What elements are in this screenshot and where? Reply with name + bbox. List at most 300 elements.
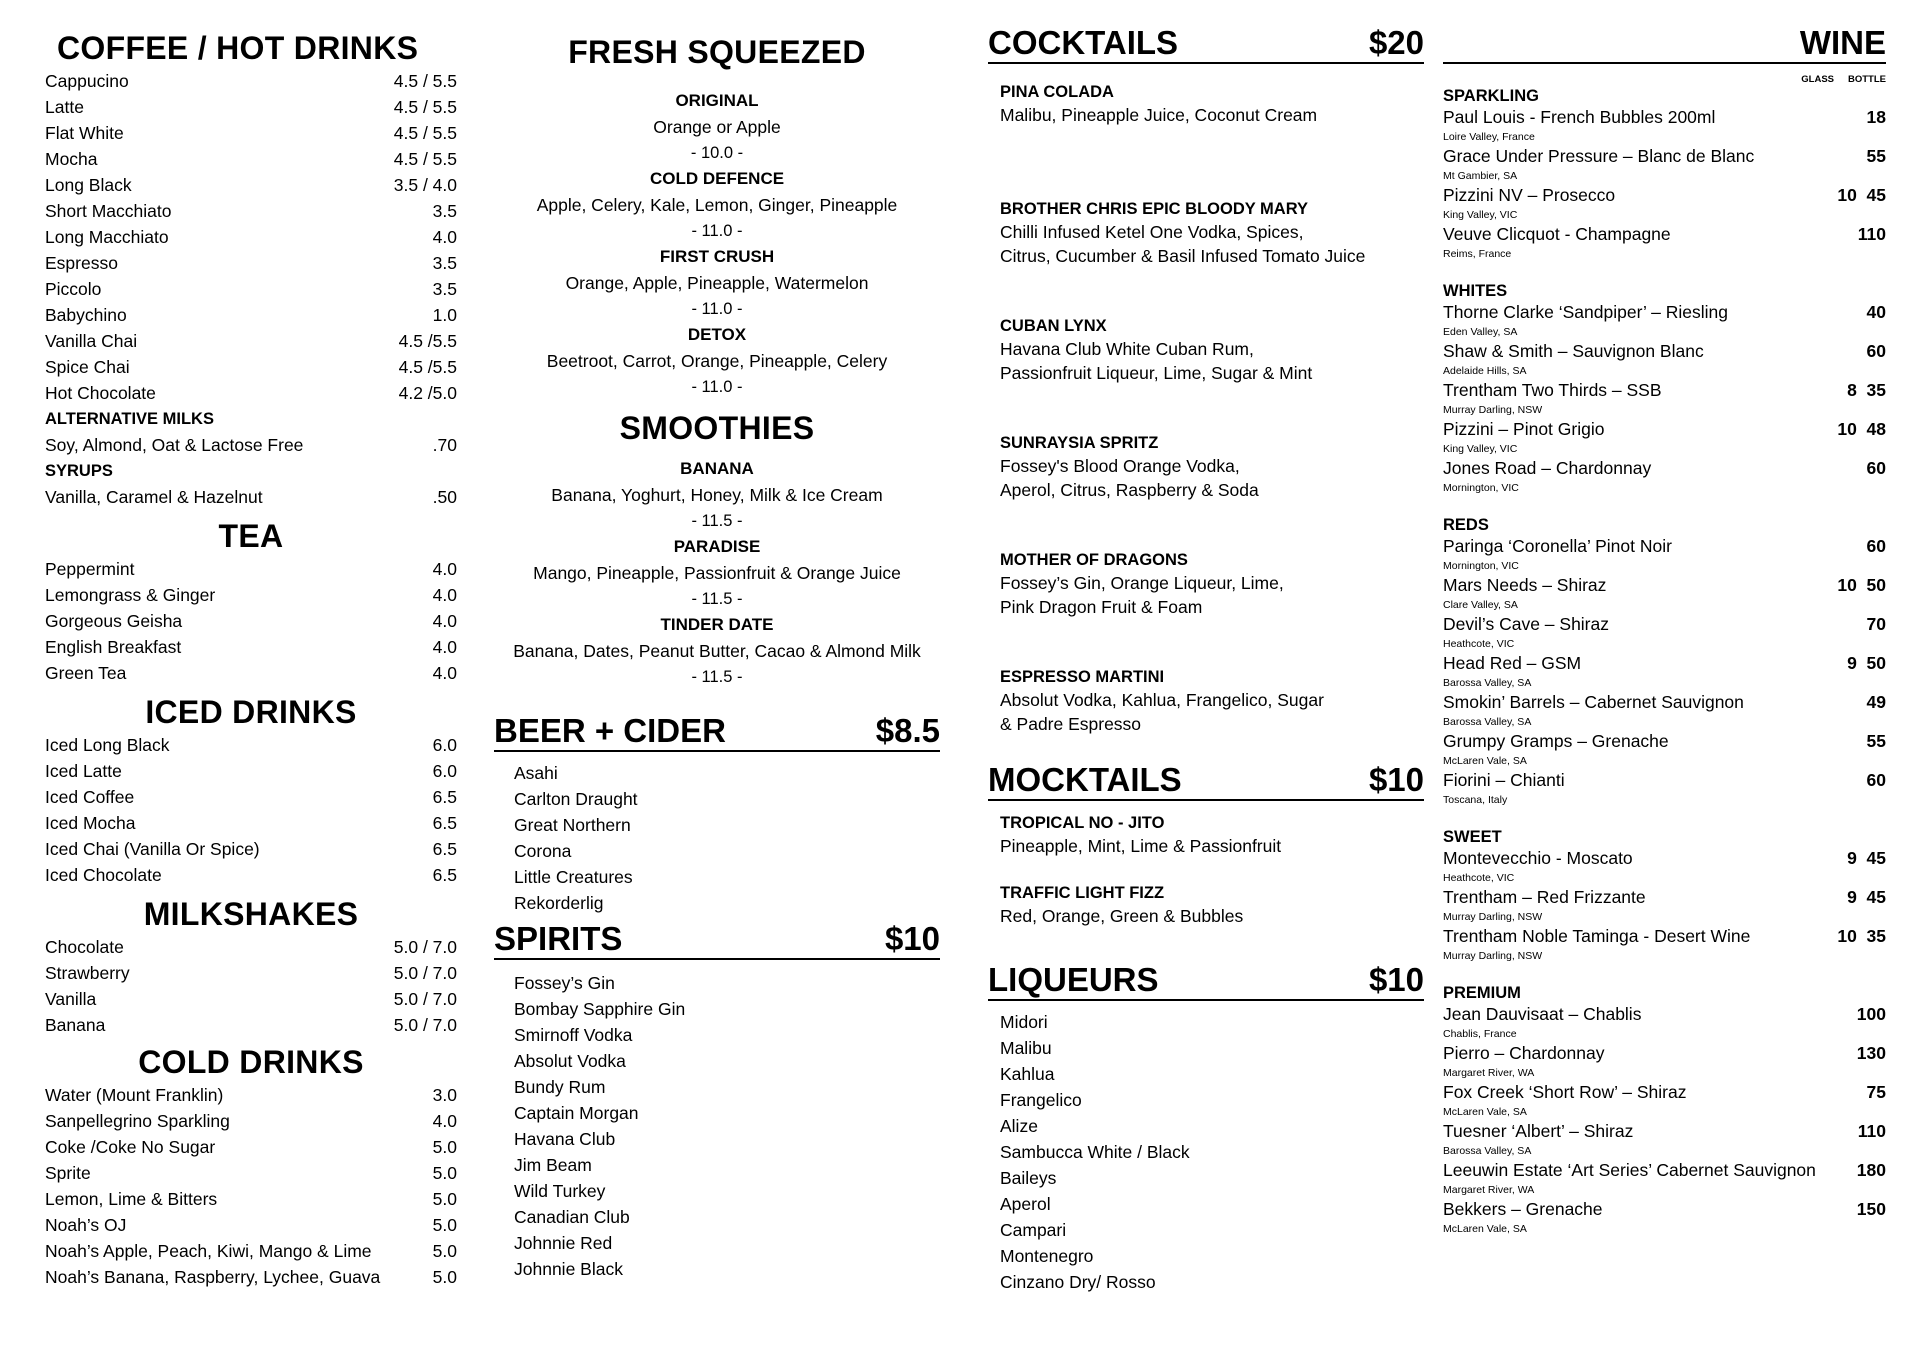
menu-row bbox=[45, 354, 457, 380]
mocktails-price: $10 bbox=[1368, 761, 1424, 798]
wine-item bbox=[1443, 848, 1886, 869]
wine-name: Fiorini – Chianti bbox=[1443, 770, 1565, 790]
wine-region: Barossa Valley, SA bbox=[1443, 716, 1532, 728]
item-name: Iced Latte bbox=[45, 761, 122, 781]
cocktail-name: PINA COLADA bbox=[1000, 83, 1114, 101]
juice-desc: Apple, Celery, Kale, Lemon, Ginger, Pineapple bbox=[536, 195, 898, 215]
spirit-item: Wild Turkey bbox=[514, 1181, 606, 1201]
wine-region: McLaren Vale, SA bbox=[1443, 1106, 1527, 1118]
wine-region: Heathcote, VIC bbox=[1443, 638, 1515, 650]
mocktail-item bbox=[1000, 811, 1424, 881]
item-price: 4.5 / 5.5 bbox=[393, 71, 457, 91]
menu-row bbox=[45, 862, 457, 888]
cocktail-item bbox=[1000, 548, 1424, 665]
spirit-item: Smirnoff Vodka bbox=[514, 1025, 633, 1045]
item-price: 4.0 bbox=[432, 227, 457, 247]
cocktail-desc: Passionfruit Liqueur, Lime, Sugar & Mint bbox=[1000, 362, 1313, 383]
smoothie-price: - 11.5 - bbox=[691, 590, 743, 608]
item-price: 4.0 bbox=[432, 637, 457, 657]
item-price: 5.0 bbox=[432, 1267, 457, 1287]
wine-price: 55 bbox=[1866, 731, 1886, 751]
spirit-item: Captain Morgan bbox=[514, 1103, 639, 1123]
wine-price: 70 bbox=[1866, 614, 1886, 634]
wine-price: 110 bbox=[1857, 224, 1886, 244]
item-price: 5.0 / 7.0 bbox=[393, 937, 457, 957]
juice-name: DETOX bbox=[687, 325, 747, 344]
cocktail-name: MOTHER OF DRAGONS bbox=[1000, 551, 1188, 569]
wine-item bbox=[1443, 614, 1886, 635]
item-price: 4.5 / 5.5 bbox=[393, 97, 457, 117]
spirit-item: Absolut Vodka bbox=[514, 1051, 626, 1071]
item-name: Babychino bbox=[45, 305, 127, 325]
item-name: Lemon, Lime & Bitters bbox=[45, 1189, 218, 1209]
wine-title: WINE bbox=[1799, 24, 1886, 61]
wine-item bbox=[1443, 770, 1886, 791]
spirit-item: Johnnie Red bbox=[514, 1233, 613, 1253]
menu-row bbox=[45, 1160, 457, 1186]
wine-region: Barossa Valley, SA bbox=[1443, 677, 1532, 689]
wine-region: King Valley, VIC bbox=[1443, 443, 1518, 455]
liqueur-item: Alize bbox=[1000, 1116, 1038, 1136]
wine-section bbox=[1443, 86, 1886, 263]
wine-name: Mars Needs – Shiraz bbox=[1443, 575, 1607, 595]
wine-price: 10 45 bbox=[1837, 185, 1886, 205]
item-price: 6.0 bbox=[432, 761, 457, 781]
menu-row bbox=[45, 960, 457, 986]
item-name: Espresso bbox=[45, 253, 118, 273]
wine-item bbox=[1443, 458, 1886, 479]
spirits-list bbox=[494, 970, 940, 1282]
menu-row bbox=[45, 94, 457, 120]
wine-name: Leeuwin Estate ‘Art Series’ Cabernet Sauvignon bbox=[1443, 1160, 1816, 1180]
item-price: .50 bbox=[432, 487, 457, 507]
menu-row bbox=[45, 1082, 457, 1108]
cocktail-desc: Aperol, Citrus, Raspberry & Soda bbox=[1000, 479, 1259, 500]
wine-price: 130 bbox=[1856, 1043, 1886, 1063]
wine-price: 150 bbox=[1856, 1199, 1886, 1219]
liqueurs-list bbox=[988, 1009, 1424, 1295]
wine-region: Clare Valley, SA bbox=[1443, 599, 1518, 611]
wine-region: Adelaide Hills, SA bbox=[1443, 365, 1527, 377]
smoothie-price: - 11.5 - bbox=[691, 668, 743, 686]
menu-row bbox=[45, 172, 457, 198]
wine-region: King Valley, VIC bbox=[1443, 209, 1518, 221]
mocktails-title: MOCKTAILS bbox=[988, 761, 1182, 798]
mocktails-list bbox=[988, 811, 1424, 931]
wine-price: 9 45 bbox=[1847, 848, 1886, 868]
wine-name: Smokin’ Barrels – Cabernet Sauvignon bbox=[1443, 692, 1744, 712]
menu-row bbox=[45, 836, 457, 862]
wine-item bbox=[1443, 302, 1886, 323]
item-name: Chocolate bbox=[45, 937, 124, 957]
juice-price: - 11.0 - bbox=[691, 222, 743, 240]
mocktail-desc: Red, Orange, Green & Bubbles bbox=[1000, 906, 1244, 926]
item-name: Piccolo bbox=[45, 279, 102, 299]
tea-list bbox=[45, 556, 457, 686]
coffee-title: COFFEE / HOT DRINKS bbox=[57, 30, 419, 66]
wine-region: Mornington, VIC bbox=[1443, 482, 1519, 494]
wine-section bbox=[1443, 281, 1886, 497]
item-price: 5.0 bbox=[432, 1189, 457, 1209]
menu-row bbox=[45, 732, 457, 758]
wine-section bbox=[1443, 983, 1886, 1238]
menu-row bbox=[45, 608, 457, 634]
liqueurs-title: LIQUEURS bbox=[988, 961, 1159, 998]
item-price: 6.5 bbox=[432, 813, 457, 833]
item-price: 4.0 bbox=[432, 559, 457, 579]
wine-region: Loire Valley, France bbox=[1443, 131, 1535, 143]
smoothie-desc: Mango, Pineapple, Passionfruit & Orange Juice bbox=[533, 563, 901, 583]
wine-item bbox=[1443, 1004, 1886, 1025]
wine-name: Thorne Clarke ‘Sandpiper’ – Riesling bbox=[1443, 302, 1729, 322]
wine-section-title: PREMIUM bbox=[1443, 984, 1521, 1002]
item-name: Water (Mount Franklin) bbox=[45, 1085, 224, 1105]
item-name: English Breakfast bbox=[45, 637, 182, 657]
beer-item: Corona bbox=[514, 841, 572, 861]
smoothie-name: PARADISE bbox=[673, 537, 761, 556]
cocktail-desc: Fossey’s Gin, Orange Liqueur, Lime, bbox=[1000, 573, 1284, 593]
liqueurs-header bbox=[988, 961, 1424, 1001]
wine-region: Mt Gambier, SA bbox=[1443, 170, 1518, 182]
item-name: Iced Chai (Vanilla Or Spice) bbox=[45, 839, 260, 859]
wine-region: McLaren Vale, SA bbox=[1443, 1223, 1527, 1235]
menu-row bbox=[45, 380, 457, 406]
spirit-item: Havana Club bbox=[514, 1129, 616, 1149]
menu-row bbox=[45, 660, 457, 686]
wine-region: Murray Darling, NSW bbox=[1443, 950, 1543, 962]
menu-row bbox=[45, 934, 457, 960]
wine-price: 9 50 bbox=[1847, 653, 1886, 673]
item-name: Sanpellegrino Sparkling bbox=[45, 1111, 230, 1131]
menu-row bbox=[45, 120, 457, 146]
cocktails-price: $20 bbox=[1368, 24, 1424, 61]
wine-name: Trentham – Red Frizzante bbox=[1443, 887, 1646, 907]
item-price: 5.0 / 7.0 bbox=[393, 1015, 457, 1035]
cocktail-desc: Malibu, Pineapple Juice, Coconut Cream bbox=[1000, 105, 1318, 125]
item-price: 5.0 bbox=[432, 1241, 457, 1261]
item-price: 6.0 bbox=[432, 735, 457, 755]
item-name: Coke /Coke No Sugar bbox=[45, 1137, 216, 1157]
wine-price: 60 bbox=[1866, 770, 1886, 790]
wine-item bbox=[1443, 536, 1886, 557]
liqueur-item: Aperol bbox=[1000, 1194, 1051, 1214]
wine-region: Mornington, VIC bbox=[1443, 560, 1519, 572]
wine-item bbox=[1443, 653, 1886, 674]
item-name: Iced Coffee bbox=[45, 787, 135, 807]
juice-name: ORIGINAL bbox=[675, 91, 759, 110]
cocktail-name: SUNRAYSIA SPRITZ bbox=[1000, 434, 1159, 452]
beer-item: Rekorderlig bbox=[514, 893, 604, 913]
menu-row bbox=[45, 1264, 457, 1290]
cocktail-name: ESPRESSO MARTINI bbox=[1000, 668, 1165, 686]
spirits-price: $10 bbox=[884, 920, 940, 957]
wine-name: Paringa ‘Coronella’ Pinot Noir bbox=[1443, 536, 1672, 556]
item-price: 5.0 / 7.0 bbox=[393, 963, 457, 983]
wine-price: 110 bbox=[1857, 1121, 1886, 1141]
wine-region: Eden Valley, SA bbox=[1443, 326, 1518, 338]
wine-region: Toscana, Italy bbox=[1443, 794, 1508, 806]
wine-price: 40 bbox=[1866, 302, 1886, 322]
wine-item bbox=[1443, 380, 1886, 401]
wine-price: 18 bbox=[1866, 107, 1886, 127]
tea-title: TEA bbox=[218, 518, 284, 554]
item-price: 5.0 bbox=[432, 1163, 457, 1183]
item-name: Noah’s OJ bbox=[45, 1215, 127, 1235]
wine-item bbox=[1443, 146, 1886, 167]
menu-row bbox=[45, 1212, 457, 1238]
wine-region: Murray Darling, NSW bbox=[1443, 911, 1543, 923]
alt-milks-label: ALTERNATIVE MILKS bbox=[45, 410, 214, 428]
cocktail-item bbox=[1000, 665, 1424, 745]
wine-item bbox=[1443, 1043, 1886, 1064]
item-name: Long Macchiato bbox=[45, 227, 169, 247]
spirits-header bbox=[494, 920, 940, 960]
item-price: 4.5 / 5.5 bbox=[393, 149, 457, 169]
wine-name: Trentham Noble Taminga - Desert Wine bbox=[1443, 926, 1751, 946]
cocktail-item bbox=[1000, 80, 1424, 197]
menu-row bbox=[45, 250, 457, 276]
item-price: .70 bbox=[432, 435, 457, 455]
liqueurs-price: $10 bbox=[1368, 961, 1424, 998]
wine-item bbox=[1443, 926, 1886, 947]
menu-row bbox=[45, 556, 457, 582]
wine-price: 60 bbox=[1866, 341, 1886, 361]
milkshakes-title: MILKSHAKES bbox=[143, 896, 359, 932]
wine-region: Heathcote, VIC bbox=[1443, 872, 1515, 884]
syrups-label: SYRUPS bbox=[45, 462, 113, 480]
smoothies-title: SMOOTHIES bbox=[619, 410, 815, 446]
wine-region: Murray Darling, NSW bbox=[1443, 404, 1543, 416]
cocktails-list bbox=[988, 80, 1424, 745]
cocktail-desc: Havana Club White Cuban Rum, bbox=[1000, 339, 1254, 359]
menu-row bbox=[45, 276, 457, 302]
liqueur-item: Sambucca White / Black bbox=[1000, 1142, 1190, 1162]
item-price: 4.0 bbox=[432, 1111, 457, 1131]
smoothie-name: TINDER DATE bbox=[660, 615, 774, 634]
wine-name: Grumpy Gramps – Grenache bbox=[1443, 731, 1669, 751]
wine-name: Jones Road – Chardonnay bbox=[1443, 458, 1652, 478]
cocktail-name: CUBAN LYNX bbox=[1000, 317, 1107, 335]
spirit-item: Bundy Rum bbox=[514, 1077, 606, 1097]
smoothie-name: BANANA bbox=[680, 459, 754, 478]
wine-region: Margaret River, WA bbox=[1443, 1184, 1535, 1196]
cocktail-desc: Chilli Infused Ketel One Vodka, Spices, bbox=[1000, 222, 1304, 242]
iced-list bbox=[45, 732, 457, 888]
wine-name: Pierro – Chardonnay bbox=[1443, 1043, 1605, 1063]
wine-section-title: REDS bbox=[1443, 516, 1489, 534]
mocktail-item bbox=[1000, 881, 1424, 931]
menu-row bbox=[45, 1186, 457, 1212]
juice-desc: Orange, Apple, Pineapple, Watermelon bbox=[565, 273, 869, 293]
item-price: 4.0 bbox=[432, 585, 457, 605]
wine-item bbox=[1443, 575, 1886, 596]
menu-row bbox=[45, 68, 457, 94]
wine-item bbox=[1443, 1082, 1886, 1103]
wine-item bbox=[1443, 887, 1886, 908]
menu-row bbox=[45, 1012, 457, 1038]
item-price: 4.2 /5.0 bbox=[398, 383, 457, 403]
wine-price: 10 48 bbox=[1837, 419, 1886, 439]
cocktail-desc: Absolut Vodka, Kahlua, Frangelico, Sugar bbox=[1000, 690, 1324, 710]
item-name: Flat White bbox=[45, 123, 124, 143]
wine-price: 60 bbox=[1866, 458, 1886, 478]
menu-row bbox=[45, 302, 457, 328]
wine-item bbox=[1443, 731, 1886, 752]
wine-name: Bekkers – Grenache bbox=[1443, 1199, 1603, 1219]
wine-name: Veuve Clicquot - Champagne bbox=[1443, 224, 1671, 244]
wine-item bbox=[1443, 692, 1886, 713]
menu-row bbox=[45, 1238, 457, 1264]
smoothie-price: - 11.5 - bbox=[691, 512, 743, 530]
spirit-item: Bombay Sapphire Gin bbox=[514, 999, 686, 1019]
item-price: 6.5 bbox=[432, 839, 457, 859]
item-name: Hot Chocolate bbox=[45, 383, 156, 403]
item-price: 1.0 bbox=[432, 305, 457, 325]
item-name: Lemongrass & Ginger bbox=[45, 585, 216, 605]
cocktail-desc: & Padre Espresso bbox=[1000, 713, 1142, 734]
item-price: 4.5 /5.5 bbox=[398, 357, 457, 377]
cocktail-name: BROTHER CHRIS EPIC BLOODY MARY bbox=[1000, 200, 1309, 218]
item-name: Peppermint bbox=[45, 559, 135, 579]
wine-price: 8 35 bbox=[1847, 380, 1886, 400]
item-name: Noah’s Apple, Peach, Kiwi, Mango & Lime bbox=[45, 1241, 372, 1261]
spirits-title: SPIRITS bbox=[494, 920, 623, 957]
item-price: 3.5 / 4.0 bbox=[393, 175, 457, 195]
cocktail-desc: Citrus, Cucumber & Basil Infused Tomato Juice bbox=[1000, 245, 1366, 266]
cocktails-header bbox=[988, 24, 1424, 64]
juice-price: - 11.0 - bbox=[691, 378, 743, 396]
item-name: Iced Chocolate bbox=[45, 865, 162, 885]
cold-list bbox=[45, 1082, 457, 1290]
wine-section-title: WHITES bbox=[1443, 282, 1508, 300]
menu-row bbox=[45, 1108, 457, 1134]
wine-item bbox=[1443, 107, 1886, 128]
menu-row bbox=[45, 328, 457, 354]
liqueur-item: Campari bbox=[1000, 1220, 1067, 1240]
item-name: Latte bbox=[45, 97, 84, 117]
wine-name: Montevecchio - Moscato bbox=[1443, 848, 1633, 868]
wine-price: 10 50 bbox=[1837, 575, 1886, 595]
wine-region: Chablis, France bbox=[1443, 1028, 1517, 1040]
spirit-item: Johnnie Black bbox=[514, 1259, 623, 1279]
juice-name: COLD DEFENCE bbox=[649, 169, 785, 188]
item-name: Spice Chai bbox=[45, 357, 130, 377]
mocktail-name: TROPICAL NO - JITO bbox=[1000, 814, 1165, 832]
wine-name: Jean Dauvisaat – Chablis bbox=[1443, 1004, 1642, 1024]
item-name: Iced Mocha bbox=[45, 813, 136, 833]
item-name: Soy, Almond, Oat & Lactose Free bbox=[45, 435, 304, 455]
wine-price: 100 bbox=[1856, 1004, 1886, 1024]
liqueur-item: Baileys bbox=[1000, 1168, 1057, 1188]
item-name: Strawberry bbox=[45, 963, 130, 983]
cocktail-desc: Fossey's Blood Orange Vodka, bbox=[1000, 456, 1240, 476]
menu-row bbox=[45, 986, 457, 1012]
column-fresh-beer-spirits bbox=[494, 0, 940, 1282]
item-price: 3.0 bbox=[432, 1085, 457, 1105]
wine-item bbox=[1443, 1121, 1886, 1142]
beer-price: $8.5 bbox=[875, 712, 940, 749]
wine-name: Head Red – GSM bbox=[1443, 653, 1582, 673]
item-price: 6.5 bbox=[432, 787, 457, 807]
item-price: 5.0 bbox=[432, 1137, 457, 1157]
wine-name: Grace Under Pressure – Blanc de Blanc bbox=[1443, 146, 1755, 166]
item-price: 3.5 bbox=[432, 201, 457, 221]
milkshakes-list bbox=[45, 934, 457, 1038]
cocktail-desc: Pink Dragon Fruit & Foam bbox=[1000, 596, 1203, 617]
column-hot-drinks bbox=[45, 0, 457, 1290]
liqueur-item: Frangelico bbox=[1000, 1090, 1082, 1110]
mocktail-desc: Pineapple, Mint, Lime & Passionfruit bbox=[1000, 836, 1282, 856]
menu-row bbox=[45, 758, 457, 784]
item-price: 6.5 bbox=[432, 865, 457, 885]
menu-row bbox=[45, 198, 457, 224]
wine-section-title: SWEET bbox=[1443, 828, 1502, 846]
wine-name: Trentham Two Thirds – SSB bbox=[1443, 380, 1662, 400]
cocktails-title: COCKTAILS bbox=[988, 24, 1179, 61]
wine-region: McLaren Vale, SA bbox=[1443, 755, 1527, 767]
item-name: Green Tea bbox=[45, 663, 127, 683]
liqueur-item: Montenegro bbox=[1000, 1246, 1094, 1266]
mocktail-name: TRAFFIC LIGHT FIZZ bbox=[1000, 884, 1165, 902]
smoothie-desc: Banana, Yoghurt, Honey, Milk & Ice Cream bbox=[551, 485, 883, 505]
item-name: Noah’s Banana, Raspberry, Lychee, Guava bbox=[45, 1267, 381, 1287]
item-name: Banana bbox=[45, 1015, 106, 1035]
wine-price: 75 bbox=[1866, 1082, 1886, 1102]
wine-list bbox=[1443, 86, 1886, 1238]
item-name: Vanilla Chai bbox=[45, 331, 138, 351]
beer-title: BEER + CIDER bbox=[494, 712, 726, 749]
item-price: 4.5 /5.5 bbox=[398, 331, 457, 351]
wine-item bbox=[1443, 419, 1886, 440]
cocktail-item bbox=[1000, 431, 1424, 548]
menu-row bbox=[45, 810, 457, 836]
item-name: Gorgeous Geisha bbox=[45, 611, 183, 631]
menu-row bbox=[45, 634, 457, 660]
beer-list bbox=[494, 760, 940, 916]
iced-title: ICED DRINKS bbox=[145, 694, 357, 730]
menu-row bbox=[45, 784, 457, 810]
item-price: 3.5 bbox=[432, 253, 457, 273]
item-price: 3.5 bbox=[432, 279, 457, 299]
item-name: Cappucino bbox=[45, 71, 129, 91]
wine-name: Paul Louis - French Bubbles 200ml bbox=[1443, 107, 1716, 127]
item-name: Sprite bbox=[45, 1163, 91, 1183]
menu-row bbox=[45, 432, 457, 458]
fresh-list bbox=[494, 88, 940, 400]
wine-name: Pizzini – Pinot Grigio bbox=[1443, 419, 1605, 439]
wine-item bbox=[1443, 224, 1886, 245]
column-cocktails bbox=[988, 0, 1424, 1295]
wine-region: Barossa Valley, SA bbox=[1443, 1145, 1532, 1157]
item-price: 4.0 bbox=[432, 663, 457, 683]
glass-bottle-labels bbox=[1443, 74, 1886, 86]
wine-name: Shaw & Smith – Sauvignon Blanc bbox=[1443, 341, 1704, 361]
juice-price: - 10.0 - bbox=[690, 144, 744, 162]
liqueur-item: Cinzano Dry/ Rosso bbox=[1000, 1272, 1156, 1292]
smoothie-desc: Banana, Dates, Peanut Butter, Cacao & Almond Milk bbox=[513, 641, 921, 661]
liqueur-item: Kahlua bbox=[1000, 1064, 1055, 1084]
item-price: 4.0 bbox=[432, 611, 457, 631]
wine-price: 10 35 bbox=[1837, 926, 1886, 946]
wine-name: Fox Creek ‘Short Row’ – Shiraz bbox=[1443, 1082, 1687, 1102]
juice-desc: Beetroot, Carrot, Orange, Pineapple, Celery bbox=[546, 351, 888, 371]
wine-section-title: SPARKLING bbox=[1443, 87, 1539, 105]
item-name: Long Black bbox=[45, 175, 132, 195]
menu-row bbox=[45, 224, 457, 250]
menu-row bbox=[45, 1134, 457, 1160]
beer-item: Great Northern bbox=[514, 815, 631, 835]
bottle-label: BOTTLE bbox=[1848, 74, 1886, 85]
